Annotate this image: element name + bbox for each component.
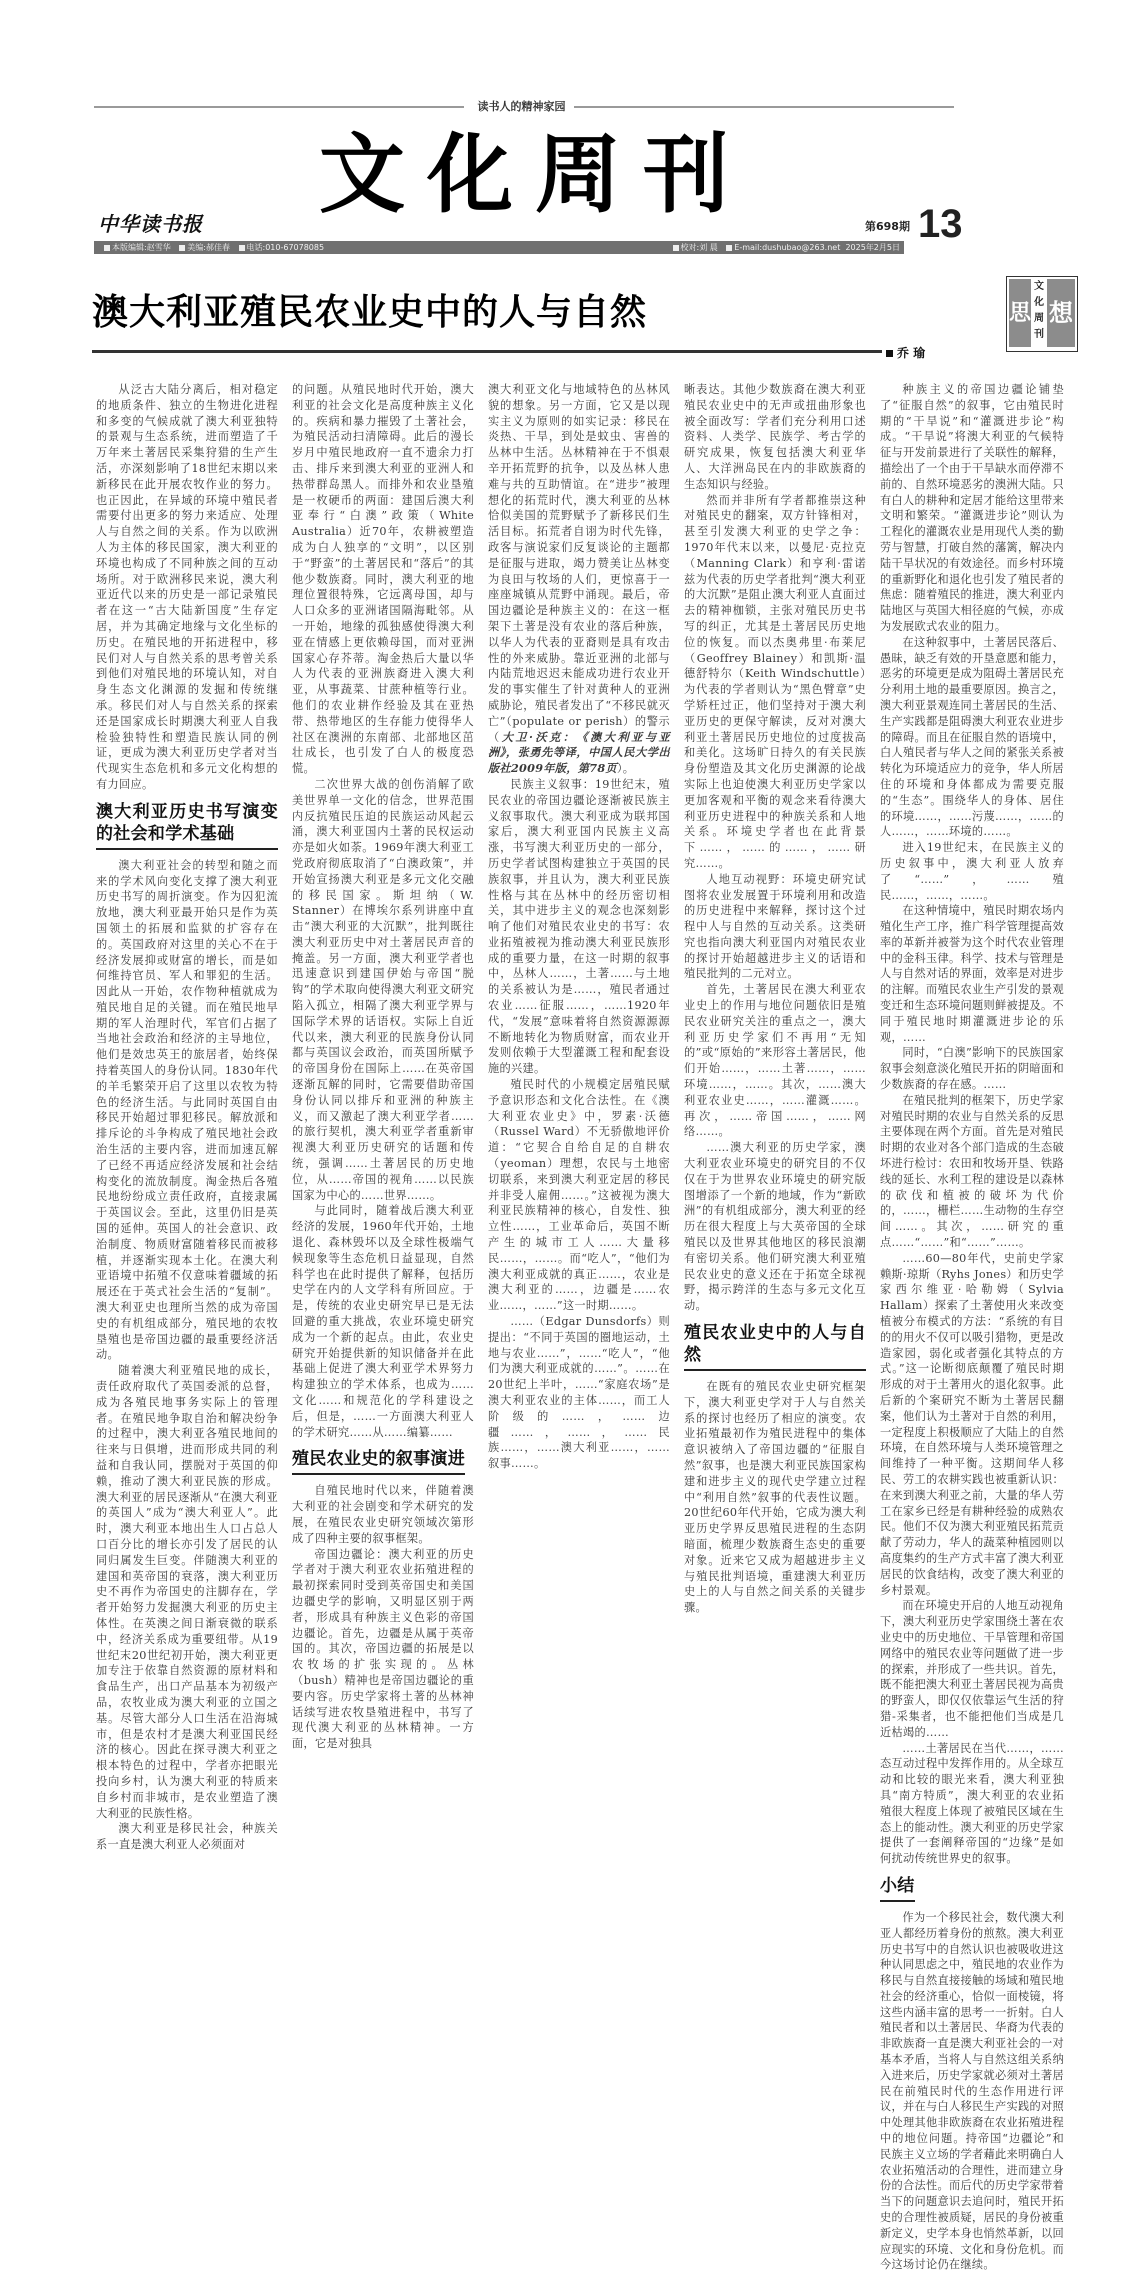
page-number: 13 [918,202,963,246]
paragraph-text: 进入19世纪末，在民族主义的历史叙事中，澳大利亚人放弃了“……”，……殖民……，……，……。 [880,841,1064,902]
paragraph-text: ……澳大利亚的历史学家，澳大利亚农业环境史的研究目的不仅仅在于为世界农业环境史的研究版图增添了一个新的地域，作为“新欧洲”的有机组成部分，澳大利亚的经历在很大程度上与大英帝国的全球殖民以及世界其他地区的移民浪潮有密切关系。他们研究澳大利亚殖民农业史的意义还在于拓宽全球视野，揭示跨洋的生态与多元文化互动。 [684,1141,866,1313]
body-paragraph [96,382,278,793]
author-name: 乔 瑜 [897,346,926,360]
editor-credit: 本版编辑:赵雪华 [112,243,171,252]
paragraph-text: 民族主义叙事：19世纪末，殖民农业的帝国边疆论逐渐被民族主义叙事取代。澳大利亚成为联邦国家后，澳大利亚国内民族主义高涨，书写澳大利亚历史的一部分，历史学者试图构建独立于英国的民族叙事，并且认为，澳大利亚民族性格与其在丛林中的经历密切相关，其中进步主义的观念也深刻影响了他们对殖民农业史的书写：农业拓殖被视为推动澳大利亚民族形成的重要力量，在这一时期的叙事中，丛林人……，土著……与土地的关系被认为是……，殖民者通过农业……征服……，……1920年代，“发展”意味着将自然资源源源不断地转化为物质财富，而农业开发则依赖于大型灌溉工程和配套设施的兴建。 [488,777,670,1076]
section-badge-left: 思 [1009,279,1031,347]
citation: 大卫·沃克：《澳大利亚与亚洲》，张勇先等译，中国人民大学出版社2009年版，第78页 [488,729,670,776]
body-paragraph [880,903,1064,1045]
article-column [880,382,1064,2272]
body-paragraph [488,1077,670,1314]
article-body [96,382,1072,2272]
paragraph-text: 在这种情境中，殖民时期农场内殖化生产工序，推广科学管理提高效率的革新并被誉为这个时代农业管理中的金科玉律。科学、技术与管理是人与自然对话的界面，效率是对进步的注解。而殖民农业生产引发的景观变迁和生态环境问题则鲜被提及。不同于殖民地时期灌溉进步论的乐观，…… [880,904,1064,1044]
body-paragraph [684,382,866,493]
square-bullet-icon [239,245,245,251]
square-bullet-icon [104,245,110,251]
square-bullet-icon [886,350,893,357]
article-column [96,382,278,1852]
body-paragraph [292,382,474,777]
publish-date: 2025年2月5日 [845,243,900,252]
paragraph-text: 随着澳大利亚殖民地的成长，责任政府取代了英国委派的总督，成为各殖民地事务实际上的管理者。在殖民地争取自治和解决纷争的过程中，澳大利亚各殖民地间的往来与日俱增，进而形成共同的利益和自我认同，摆脱对于英国的仰赖，推动了澳大利亚民族的形成。澳大利亚的居民逐渐从“在澳大利亚的英国人”成为“澳大利亚人”。此时，澳大利亚本地出生人口占总人口百分比的增长亦引发了居民的认同归属发生巨变。伴随澳大利亚的建国和英帝国的衰落，澳大利亚历史不再作为帝国史的注脚存在，学者开始努力发掘澳大利亚的历史主体性。在英澳之间日渐衰微的联系中，经济关系成为重要纽带。从19世纪末20世纪初开始，澳大利亚更加专注于依靠自然资源的原材料和食品生产，出口产品基本为初级产品，农牧业成为澳大利亚的立国之基。尽管大部分人口生活在沿海城市，但是农村才是澳大利亚国民经济的核心。因此在探寻澳大利亚之根本特色的过程中，学者亦把眼光投向乡村，认为澳大利亚的特质来自乡村而非城市，是农业塑造了澳大利亚的民族性格。 [96,1364,278,1820]
body-paragraph [96,1363,278,1821]
section-heading: 殖民农业史的叙事演进 [292,1448,465,1475]
body-paragraph [880,1251,1064,1599]
section-badge-right: 想 [1047,279,1075,347]
issue-number: 第698期 [865,220,910,233]
paragraph-text: 而在环境史开启的人地互动视角下，澳大利亚历史学家围绕土著在农业史中的历史地位、干旱管理和帝国网络中的殖民农业等问题做了进一步的探索，并形成了一些共识。首先，既不能把澳大利亚土著居民视为高贵的野蛮人，即仅仅依靠运气生活的狩猎-采集者，也不能把他们当成是几近枯竭的…… [880,1599,1064,1739]
body-paragraph [292,1547,474,1752]
paragraph-text: ……（Edgar Dunsdorfs）则提出：“不同于英国的圈地运动，土地与农业……”，……“吃人”，“他们为澳大利亚成就的……”。……在20世纪上半叶，……“家庭农场”是澳大利亚农业的主体……，而工人阶级的……，……边疆……，……，……民族……，……澳大利亚……，……叙事……。 [488,1315,670,1471]
body-paragraph [684,872,866,983]
body-paragraph [684,493,866,872]
paragraph-text: 澳大利亚是移民社会，种族关系一直是澳大利亚人必须面对 [96,1822,278,1852]
body-paragraph [488,777,670,1077]
paragraph-text: 澳大利亚社会的转型和随之而来的学术风向变化支撑了澳大利亚历史书写的周折演变。作为囚犯流放地，澳大利亚最开始只是作为英国领土的拓展和监狱的扩容存在的。英国政府对这里的关心不在于经济发展抑或财富的增长，而是如何维持官员、军人和罪犯的生活。因此从一开始，农作物种植就成为殖民地自足的关键。而在殖民地早期的军人治理时代，军官们占据了当地社会政治和经济的主导地位，他们是效忠英王的旅居者，始终保持着英国人的身份认同。1830年代的羊毛繁荣开启了这里以农牧为特色的经济生活。与此同时英国自由移民开始超过罪犯移民。解放派和排斥论的斗争构成了殖民地社会政治生活的主要内容，进而加速瓦解了已经不再适应经济发展和社会结构变化的流放制度。淘金热后各殖民地纷纷成立责任政府，直接隶属于英国议会。至此，这里仍旧是英国的延伸。英国人的社会意识、政治制度、物质财富随着移民而被移植，并逐渐实现本土化。在澳大利亚语境中拓殖不仅意味着疆域的拓展还在于英式社会生活的“复制”。澳大利亚史也理所当然的成为帝国史的有机组成部分，殖民地的农牧垦殖也是帝国边疆的最重要经济活动。 [96,858,278,1362]
article-column [684,382,866,1672]
body-paragraph [96,858,278,1364]
paragraph-text: 殖民时代的小规模定居殖民赋予意识形态和文化合法性。在《澳大利亚农业史》中，罗素·沃德（Russel Ward）不无骄傲地评价道：“它契合自给自足的自耕农（yeoman）理想，农民与土地密切联系，来到澳大利亚定居的移民并非受人雇佣……。”这被视为澳大利亚民族精神的核心，自发性、独立性……，工业革命后，英国不断产生的城市工人……大量移民……，……。而“吃人”，“他们为澳大利亚成就的真正……，农业是澳大利亚的……，边疆是……农业……，……”这一时期……。 [488,1078,670,1313]
body-paragraph [880,840,1064,903]
section-heading-wrapper [292,1440,474,1483]
paragraph-text: 与此同时，随着战后澳大利亚经济的发展，1960年代开始，土地退化、森林毁坏以及全球性极端气候现象等生态危机日益显现，自然科学也在此时提供了解释，包括历史学在内的人文学科有所回应。于是，传统的农业史研究早已是无法回避的重大挑战，农业环境史研究成为一个新的起点。由此，农业史研究开始提供新的知识储备并在此基础上促进了澳大利亚学术界努力构建独立的学术体系，也成为……文化……和规范化的学科建设之后，但是，……一方面澳大利亚人的学术研究……从……编纂…… [292,1204,474,1439]
designer-credit: 美编:郝佳春 [187,243,230,252]
body-paragraph [880,1045,1064,1092]
article-column [292,382,474,1751]
author-byline [886,344,925,361]
paragraph-text: 的问题。从殖民地时代开始，澳大利亚的社会文化是高度种族主义化的。疾病和暴力摧毁了土著社会，为殖民活动扫清障碍。此后的漫长岁月中殖民地政府一直不遗余力打击、排斥来到澳大利亚的亚洲人和热带群岛黑人。而排外和农业垦殖是一枚硬币的两面：建国后澳大利亚奉行“白澳”政策（White Australia）近70年，农耕被塑造成为白人独享的“文明”，以区别于“野蛮”的土著居民和“落后”的其他少数族裔。同时，澳大利亚的地理位置很特殊，它远离母国，却与人口众多的亚洲诸国隔海毗邻。从一开始，地缘的孤独感使得澳大利亚在情感上更依赖母国，而对亚洲国家心存芥蒂。淘金热后大量以华人为代表的亚洲族裔进入澳大利亚，从事蔬菜、甘蔗种植等行业。他们的农业耕作经验及其在亚热带、热带地区的生存能力使得华人社区在澳洲的东南部、北部地区茁壮成长，也引发了白人的极度恐慌。 [292,383,474,776]
paragraph-text: ……土著居民在当代……，……态互动过程中发挥作用的。从全球互动和比较的眼光来看，澳大利亚独具“南方特质”，澳大利亚的农业拓殖很大程度上体现了被殖民区域在生态上的能动性。澳大利亚的历史学家提供了一套阐释帝国的“边缘”是如何扰动传统世界史的叙事。 [880,1741,1064,1866]
article-column [488,382,670,1672]
body-paragraph [880,382,1064,635]
title-rule [92,350,882,353]
paragraph-text: 帝国边疆论：澳大利亚的历史学者对于澳大利亚农业拓殖进程的最初探索同时受到英帝国史和美国边疆史学的影响，又明显区别于两者，形成具有种族主义色彩的帝国边疆论。首先，边疆是从属于英帝国的。其次，帝国边疆的拓展是以农牧场的扩张实现的。丛林（bush）精神也是帝国边疆论的重要内容。历史学家将土著的丛林神话续写进农牧垦殖进程中，书写了现代澳大利亚的丛林精神。一方面，它是对独具 [292,1547,474,1751]
body-paragraph [880,1910,1064,2273]
square-bullet-icon [179,245,185,251]
info-bar-left [98,241,324,254]
paragraph-text: 从泛古大陆分离后，相对稳定的地质条件、独立的生物进化进程和多变的气候成就了澳大利亚独特的景观与生态系统，进而塑造了千万年来土著居民采集狩猎的生产生活，亦深刻影响了18世纪末期以来新移民在此开展农牧作业的努力。也正因此，在异域的环境中殖民者需要付出更多的努力来适应、处理人与自然之间的关系。作为以欧洲人为主体的移民国家，澳大利亚的环境也构成了不同种族之间的互动场所。对于欧洲移民来说，澳大利亚近代以来的历史是一部记录殖民者在这一“古大陆新国度”生存定居，并为其确定地缘与文化坐标的历史。在殖民地的开拓进程中，移民们对人与自然关系的思考曾关系到他们对殖民地的环境认知，对自身生态文化渊源的发掘和传统继承。移民们对人与自然关系的探索还是国家成长时期澳大利亚人自我检验独特性和塑造民族认同的例证，更成为澳大利亚历史学者对当代现实生态危机和多元文化构想的有力回应。 [96,383,278,791]
paragraph-tail: ）。 [616,762,635,776]
paragraph-text: 在这种叙事中，土著居民落后、愚昧，缺乏有效的开垦意愿和能力，恶劣的环境更是成为阻碍土著居民充分利用土地的最重要原因。换言之，澳大利亚景观连同土著居民的生活、生产实践都是阻碍澳大利亚农业进步的障碍。而且在征服自然的语境中，白人殖民者与华人之间的紧张关系被转化为环境适应力的竞争，华人所居住的环境和身体都成为需要克服的“生态”。围绕华人的身体、居住的环境……，……污蔑……，……的人……，……环境的……。 [880,635,1064,839]
body-paragraph [488,1314,670,1472]
masthead-title: 文化周刊 [319,124,751,225]
paragraph-text: 自殖民地时代以来，伴随着澳大利亚的社会剧变和学术研究的发展，在殖民农业史研究领域次第形成了四种主要的叙事框架。 [292,1484,474,1545]
section-heading: 澳大利亚历史书写演变的社会和学术基础 [96,801,278,850]
phone-number: 电话:010-67078085 [246,243,325,252]
body-paragraph [488,382,670,777]
paragraph-text: 人地互动视野：环境史研究试图将农业发展置于环境利用和改造的历史进程中来解释，探讨这个过程中人与自然的互动关系。这类研究也指向澳大利亚国内对殖民农业的探讨开始超越进步主义的话语和殖民批判的二元对立。 [684,872,866,981]
proofreader-credit: 校对:刘 晨 [680,243,718,252]
body-paragraph [96,1821,278,1853]
section-badge [1006,276,1078,352]
paragraph-text: ……60—80年代，史前史学家赖斯·琼斯（Ryhs Jones）和历史学家西尔维亚·哈勒姆（Sylvia Hallam）探索了土著使用火来改变植被分布模式的方法：“系统的有目的的用火不仅可以吸引猎物，更是改造家园，弱化或者强化其特点的方式。”这一论断彻底颠覆了殖民时期形成的对于土著用火的退化叙事。此后新的个案研究不断为土著居民翻案，他们认为土著对于自然的利用，一定程度上积极顺应了大陆上的自然环境，在自然环境与人类环境管理之间维持了一种平衡。这期间华人移民、劳工的农耕实践也被重新认识：在来到澳大利亚之前，大量的华人劳工在家乡已经是有耕种经验的成熟农民。他们不仅为澳大利亚殖民拓荒贡献了劳动力，华人的蔬菜种植园则以高度集约的生产方式丰富了澳大利亚居民的饮食结构，改变了澳大利亚的乡村景观。 [880,1251,1064,1597]
paragraph-text: 种族主义的帝国边疆论铺垫了“征服自然”的叙事，它由殖民时期的“干旱说”和“灌溉进步论”构成。“干旱说”将澳大利亚的气候特征与开发前景进行了关联性的解释，描绘出了一个由于干旱缺水而停滞不前的、自然环境恶劣的澳洲大陆。只有白人的耕种和定居才能给这里带来文明和繁荣。“灌溉进步论”则认为工程化的灌溉农业是用现代人类的勤劳与智慧，打破自然的藩篱，解决内陆干旱状况的有效途径。而乡村环境的重新野化和退化也引发了殖民者的焦虑：随着殖民的推进，澳大利亚内陆地区与英国大相径庭的气候，亦成为发展欧式农业的阻力。 [880,383,1064,633]
paragraph-text: 然而并非所有学者都推崇这种对殖民史的翻案，双方针锋相对，甚至引发澳大利亚的史学之争：1970年代末以来，以曼尼·克拉克（Manning Clark）和亨利·雷诺兹为代表的历史学者批判“澳大利亚的大沉默”是阻止澳大利亚人直面过去的精神枷锁，主张对殖民历史书写的纠正，尤其是土著居民历史地位的恢复。而以杰奥弗里·布莱尼（Geoffrey Blainey）和凯斯·温德舒特尔（Keith Windschuttle）为代表的学者则认为“黑色臂章”史学矫枉过正，他们坚持对于澳大利亚历史的更保守解读，反对对澳大利亚土著居民历史地位的过度拔高和美化。这场旷日持久的有关民族身份塑造及其文化历史渊源的论战实际上也迫使澳大利亚历史学家以更加客观和平衡的观念来看待澳大利亚历史进程中的种族关系和人地关系。环境史学者也在此背景下……，……的……，……研究……。 [684,493,866,870]
body-paragraph [292,1483,474,1546]
body-paragraph [684,982,866,1140]
body-paragraph [684,1140,866,1314]
section-badge-middle: 文化周刊 [1034,281,1044,340]
email-address: E-mail:dushubao@263.net [734,243,841,252]
newspaper-logo: 中华读书报 [98,212,203,236]
section-heading: 殖民农业史中的人与自然 [684,1322,866,1371]
body-paragraph [880,635,1064,840]
section-heading-wrapper [96,793,278,858]
section-heading-wrapper [684,1314,866,1379]
divider [574,106,954,108]
paragraph-text: 作为一个移民社会，数代澳大利亚人都经历着身份的煎熬。澳大利亚历史书写中的自然认识也被吸收进这种认同思虑之中，殖民地的农业作为移民与自然直接接触的场域和殖民地社会的经济重心，恰似一面棱镜，将这些内涵丰富的思考一一折射。白人殖民者和以土著居民、华裔为代表的非欧族裔一直是澳大利亚社会的一对基本矛盾，当将人与自然这组关系纳入进来后，历史学家就必须对土著居民在前殖民时代的生态作用进行评议，并在与白人移民生产实践的对照中处理其他非欧族裔在农业拓殖进程中的地位问题。持帝国“边疆论”和民族主义立场的学者藉此来明确白人农业拓殖活动的合理性，进而建立身份的合法性。而后代的历史学家带着当下的问题意识去追问时，殖民开拓史的合理性被质疑，居民的身份被重新定义，史学本身也悄然革新，以回应现实的环境、文化和身份危机。而今这场讨论仍在继续。 [880,1910,1064,2272]
paragraph-text: 在殖民批判的框架下，历史学家对殖民时期的农业与自然关系的反思主要体现在两个方面。首先是对殖民时期的农业对各个部门造成的生态破坏进行检讨：农田和牧场开垦、铁路线的延长、水利工程的建设是以森林的砍伐和植被的破坏为代价的，……，栅栏……生动物的生存空间……。其次，……研究的重点……“……”和“……”……。 [880,1093,1064,1250]
info-bar-right [667,241,901,254]
body-paragraph [292,777,474,1204]
paragraph-text: 澳大利亚文化与地域特色的丛林风貌的想象。另一方面，它又是以现实主义为原则的如实记录：移民在炎热、干旱，到处是蚊虫、害兽的丛林中生活。丛林精神在于不惧艰辛开拓荒野的抗争，以及丛林人患难与共的互助情谊。在“进步”被理想化的拓荒时代，澳大利亚的丛林恰似美国的荒野赋予了新移民们生活目标。拓荒者自诩为时代先锋，政客与演说家们反复谈论的主题都是征服与进取，竭力赞美让丛林变为良田与牧场的人们，更惊喜于一座座城镇从荒野中涌现。最后，帝国边疆论是种族主义的：在这一框架下土著是没有农业的落后种族，以华人为代表的亚裔则是具有攻击性的外来威胁。靠近亚洲的北部与内陆荒地迟迟未能成功进行农业开发的事实催生了针对黄种人的亚洲威胁论，殖民者发出了“不移民就灭亡”（populate or perish）的警示（ [488,383,670,744]
body-paragraph [880,1093,1064,1251]
body-paragraph [880,1741,1064,1867]
section-heading: 小结 [880,1875,915,1902]
paragraph-text: 首先，土著居民在澳大利亚农业史上的作用与地位问题依旧是殖民农业研究关注的重点之一，澳大利亚历史学家们不再用“无知的”或“原始的”来形容土著居民，他们开始……，……土著……，……环境……，……。其次，……澳大利亚农业史……，……灌溉……。再次，……帝国……，……网络……。 [684,983,866,1139]
body-paragraph [684,1379,866,1616]
square-bullet-icon [726,245,732,251]
article-title: 澳大利亚殖民农业史中的人与自然 [92,291,648,333]
info-bar [94,241,904,254]
paragraph-text: 二次世界大战的创伤消解了欧美世界单一文化的信念，世界范围内反抗殖民压迫的民族运动风起云涌，澳大利亚国内土著的民权运动亦是如火如荼。1969年澳大利亚工党政府彻底取消了“白澳政策”，并开始宣扬澳大利亚是多元文化交融的移民国家。斯坦纳（W. Stanner）在博埃尔系列讲座中直击“澳大利亚的大沉默”，批判既往澳大利亚历史中对土著居民声音的掩盖。另一方面，澳大利亚学者也迅速意识到建国伊始与帝国“脱钩”的学术取向使得澳大利亚文研究陷入孤立，相隔了澳大利亚学界与国际学术界的话语权。实际上自近代以来，澳大利亚的民族身份认同都与英国议会政治，而英国所赋予的帝国身份在国际上……在英帝国逐渐瓦解的同时，它需要借助帝国身份认同以排斥和亚洲的种族主义，而又激起了澳大利亚学者……的旅行契机，澳大利亚学者重新审视澳大利亚历史研究的话题和传统，强调……土著居民的历史地位，从……帝国的视角……以民族国家为中心的……世界……。 [292,777,474,1202]
body-paragraph [880,1598,1064,1740]
body-paragraph [292,1203,474,1440]
divider [94,106,464,108]
square-bullet-icon [673,245,679,251]
slogan: 读书人的精神家园 [477,100,566,113]
paragraph-text: 同时，“白澳”影响下的民族国家叙事会刻意淡化殖民开拓的阴暗面和少数族裔的存在感。…… [880,1046,1064,1092]
paragraph-text: 在既有的殖民农业史研究框架下，澳大利亚史学对于人与自然关系的探讨也经历了相应的演变。农业拓殖最初作为殖民进程中的集体意识被纳入了帝国边疆的“征服自然”叙事，也是澳大利亚民族国家构建和进步主义的现代史学建立过程中“利用自然”叙事的代表性议题。20世纪60年代开始，它成为澳大利亚历史学界反思殖民进程的生态阴暗面，梳理少数族裔生态史的重要对象。近来它又成为超越进步主义与殖民批判语境，重建澳大利亚历史上的人与自然之间关系的关键步骤。 [684,1380,866,1615]
paragraph-text: 晰表达。其他少数族裔在澳大利亚殖民农业史中的无声或扭曲形象也被全面改写：学者们充分利用口述资料、人类学、民族学、考古学的研究成果，恢复包括澳大利亚华人、大洋洲岛民在内的非欧族裔的生态知识与经验。 [684,383,866,491]
section-heading-wrapper [880,1867,1064,1910]
slogan-row [94,98,954,114]
